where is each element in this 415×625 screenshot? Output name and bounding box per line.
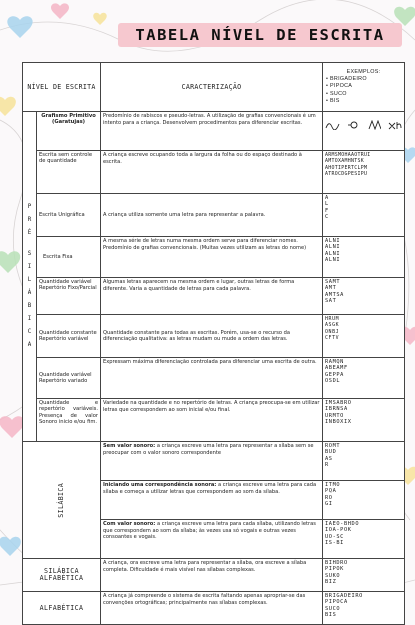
scribble-icon [387, 120, 402, 130]
level-cell: Escrita Fixa [37, 237, 101, 278]
example-word: • PIPOCA [326, 83, 353, 90]
scribble-icon [325, 120, 340, 130]
table-row [23, 358, 405, 399]
description-cell: Quantidade constante para todas as escritas. Porém, usa-se o recurso da diferenciação qualitativa: as letras mudam ou mude a ordem das letras. [101, 315, 323, 358]
scribble-icon [367, 120, 382, 130]
example-cell: HRUM ASGK ONBJ CFTV [323, 315, 405, 358]
examples-title: EXEMPLOS: [346, 68, 381, 75]
level-cell: Quantidade e repertório variáveis. Presença de valor Sonoro inicio e/ou fim. [37, 399, 101, 442]
table-row [23, 399, 405, 442]
level-cell: Quantidade variável Repertório variado [37, 358, 101, 399]
table-row [23, 559, 405, 592]
pre-silabica-letter: Á [27, 290, 32, 296]
pre-silabica-letter: I [27, 316, 32, 322]
description-cell: A criança, ora escreve uma letra para representar a sílaba, ora escreve a sílaba completa. Dificuldade é mais visível nas sílabas complexas. [101, 559, 323, 592]
pre-silabica-letter: R [27, 217, 32, 223]
description-cell: Expressam máxima diferenciação controlada para diferenciar uma escrita de outra. [101, 358, 323, 399]
description-cell: A criança escreve ocupando toda a largura da folha ou do espaço destinado à escrita. [101, 151, 323, 194]
pre-silabica-letter: É [27, 230, 32, 236]
level-cell-silabica-alfabetica: SILÁBICA ALFABÉTICA [23, 559, 101, 592]
level-cell: Quantidade variável Repertório Fixo/Parcial [37, 278, 101, 315]
table-row [23, 194, 405, 237]
example-cell: RAMQN ABEAMF GEPPA OSDL [323, 358, 405, 399]
table-row [23, 442, 405, 481]
example-cell: BRIGADEIRO PIPOCA SUCO BIS [323, 592, 405, 625]
example-cell: IAEO-BHDO IOA-POK UO-SC IS-BI [323, 520, 405, 559]
description-cell: Sem valor sonoro: a criança escreve uma letra para representar a sílaba sem se preocupar com o valor sonoro correspondente [101, 442, 323, 481]
level-cell: Escrita sem controle de quantidade [37, 151, 101, 194]
example-cell: A L F C [323, 194, 405, 237]
example-cell: ROMT BUD AS R [323, 442, 405, 481]
description-cell: Algumas letras aparecem na mesma ordem e lugar, outras letras de forma diferente. Varia a quantidade de letras para cada palavra. [101, 278, 323, 315]
example-word: • SUCO [326, 90, 347, 97]
examples-column-header [323, 63, 405, 112]
example-cell: SAMT AMT AMTSA SAT [323, 278, 405, 315]
example-word: • BRIGADEIRO [326, 76, 367, 83]
pre-silabica-letter: S [27, 251, 32, 257]
example-cell: ARMSMOHAAOTRUI AMTOXAMHNTSK AHOTIPERTCLPM ATROCDGPESIPU [323, 151, 405, 194]
scribble-example [325, 119, 402, 131]
pre-silabica-letters [23, 203, 36, 350]
page-title: TABELA NÍVEL DE ESCRITA [118, 23, 402, 47]
level-cell: Quantidade constante Repertório variável [37, 315, 101, 358]
level-cell: Escrita Unigráfica [37, 194, 101, 237]
description-cell: Predomínio de rabiscos e pseudo-letras. A utilização de grafias convencionais é um intento para a criança. Desenvolvem procedimentos para diferenciar escritas. [101, 112, 323, 151]
description-cell: Variedade na quantidade e no repertório de letras. A criança preocupa-se em utilizar letras que correspondem ao som inicial e/ou final. [101, 399, 323, 442]
example-cell: IMSABRO IBRNSA URMTO INBOXIX [323, 399, 405, 442]
table-row [23, 278, 405, 315]
table-row [23, 151, 405, 194]
description-cell: Iniciando uma correspondência sonora: a criança escreve uma letra para cada sílaba e começa a utilizar letras que correspondem ao som da sílaba. [101, 481, 323, 520]
scribble-icon [346, 120, 361, 130]
silabica-group-label: SILÁBICA [23, 442, 101, 559]
pre-silabica-group-label [23, 112, 37, 442]
level-column-header: NÍVEL DE ESCRITA [23, 63, 101, 112]
description-cell: A criança utiliza somente uma letra para representar a palavra. [101, 194, 323, 237]
pre-silabica-letter: B [27, 303, 32, 309]
pre-silabica-letter: C [27, 329, 32, 335]
level-cell: Grafismo Primitivo (Garatujas) [37, 112, 101, 151]
table-row [23, 315, 405, 358]
table-row [23, 112, 405, 151]
pre-silabica-letter: I [27, 264, 32, 270]
table-header-row [23, 63, 405, 112]
description-cell: A criança já compreende o sistema de escrita faltando apenas apropriar-se das convenções ortográficas; principalmente nas sílabas complexas. [101, 592, 323, 625]
example-cell: ITMO PQA RO GI [323, 481, 405, 520]
writing-level-table [22, 62, 405, 625]
description-cell: A mesma série de letras numa mesma ordem serve para diferenciar nomes. Predomínio de grafias convencionais. (Muitas vezes utilizam as letras do nome) [101, 237, 323, 278]
table-row [23, 592, 405, 625]
pre-silabica-letter: A [27, 342, 32, 348]
description-cell: Com valor sonoro: a criança escreve uma letra para cada sílaba, utilizando letras que correspondem ao som da sílaba; às vezes usa só vogais e outras vezes consoantes e vogais. [101, 520, 323, 559]
example-cell [323, 112, 405, 151]
table-row [23, 237, 405, 278]
pre-silabica-letter: P [27, 204, 32, 210]
example-word: • BIS [326, 97, 340, 104]
example-cell: ALNI ALNI ALNI ALNI [323, 237, 405, 278]
level-cell-alfabetica: ALFABÉTICA [23, 592, 101, 625]
example-cell: BIHDRO PIPOK SUKO BIZ [323, 559, 405, 592]
pre-silabica-letter: L [27, 277, 32, 283]
characterization-column-header: CARACTERIZAÇÃO [101, 63, 323, 112]
